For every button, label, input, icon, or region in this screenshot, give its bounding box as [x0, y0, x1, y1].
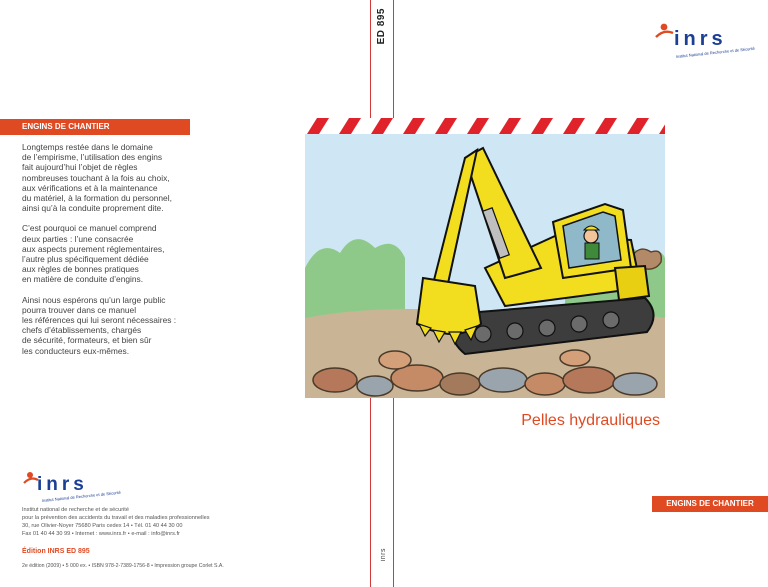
cover-title: Pelles hydrauliques	[521, 412, 660, 429]
edition-label: Édition INRS ED 895	[22, 548, 90, 555]
logo-dot-icon	[27, 472, 33, 478]
logo-swoosh-icon	[656, 32, 673, 37]
excavator-bucket	[417, 278, 481, 334]
back-section-band: ENGINS DE CHANTIER	[0, 119, 190, 135]
logo-wordmark: inrs	[37, 474, 88, 495]
spine-logo: inrs	[380, 548, 387, 562]
inrs-logo-front	[652, 18, 762, 62]
operator-head	[584, 229, 598, 243]
back-paragraph-2: C’est pourquoi ce manuel comprend deux parties : l’une consacrée aux aspects purement réglementaires, l’autre plus spécifiquement dédiée aux règles de bonnes pratiques en matière de conduite d’engins.	[22, 223, 165, 285]
logo-tagline: Institut National de Recherche et de Sécurité	[41, 489, 122, 503]
spine-code: ED 895	[376, 8, 387, 45]
logo-dot-icon	[661, 24, 668, 31]
edition-details: 2e édition (2009) • 5 000 ex. • ISBN 978-2-7389-1756-8 • Impression groupe Corlet S.A.	[22, 563, 224, 569]
back-body-text	[22, 142, 202, 366]
logo-swoosh-icon	[24, 479, 38, 483]
publisher-address: Institut national de recherche et de sécurité pour la prévention des accidents du travail et des maladies professionnelles 30, rue Olivier-Noyer 75680 Paris cedex 14 • Tél. 01 40 44 30 00 Fax 01 40 44 30 99 • Internet : www.inrs.fr • e-mail : info@inrs.fr	[22, 507, 210, 537]
operator-body	[585, 243, 599, 259]
logo-wordmark: inrs	[674, 28, 727, 50]
hydraulic-excavator-illustration	[305, 118, 665, 398]
front-section-band: ENGINS DE CHANTIER	[652, 496, 768, 512]
back-paragraph-1: Longtemps restée dans le domaine de l’empirisme, l’utilisation des engins fait aujourd’hui l’objet de règles nombreuses touchant à la fois au choix, aux vérifications et à la maintenance du matériel, à la formation du personnel, ainsi qu’à la conduite proprement dite.	[22, 142, 172, 214]
inrs-logo-back	[22, 466, 132, 506]
counterweight	[615, 266, 649, 300]
logo-tagline: Institut National de Recherche et de Sécurité	[675, 45, 756, 59]
back-paragraph-3: Ainsi nous espérons qu’un large public pourra trouver dans ce manuel les références qui lui seront nécessaires : chefs d’établissements, chargés de sécurité, formateurs, et bien sûr les conducteurs eux-mêmes.	[22, 294, 177, 356]
